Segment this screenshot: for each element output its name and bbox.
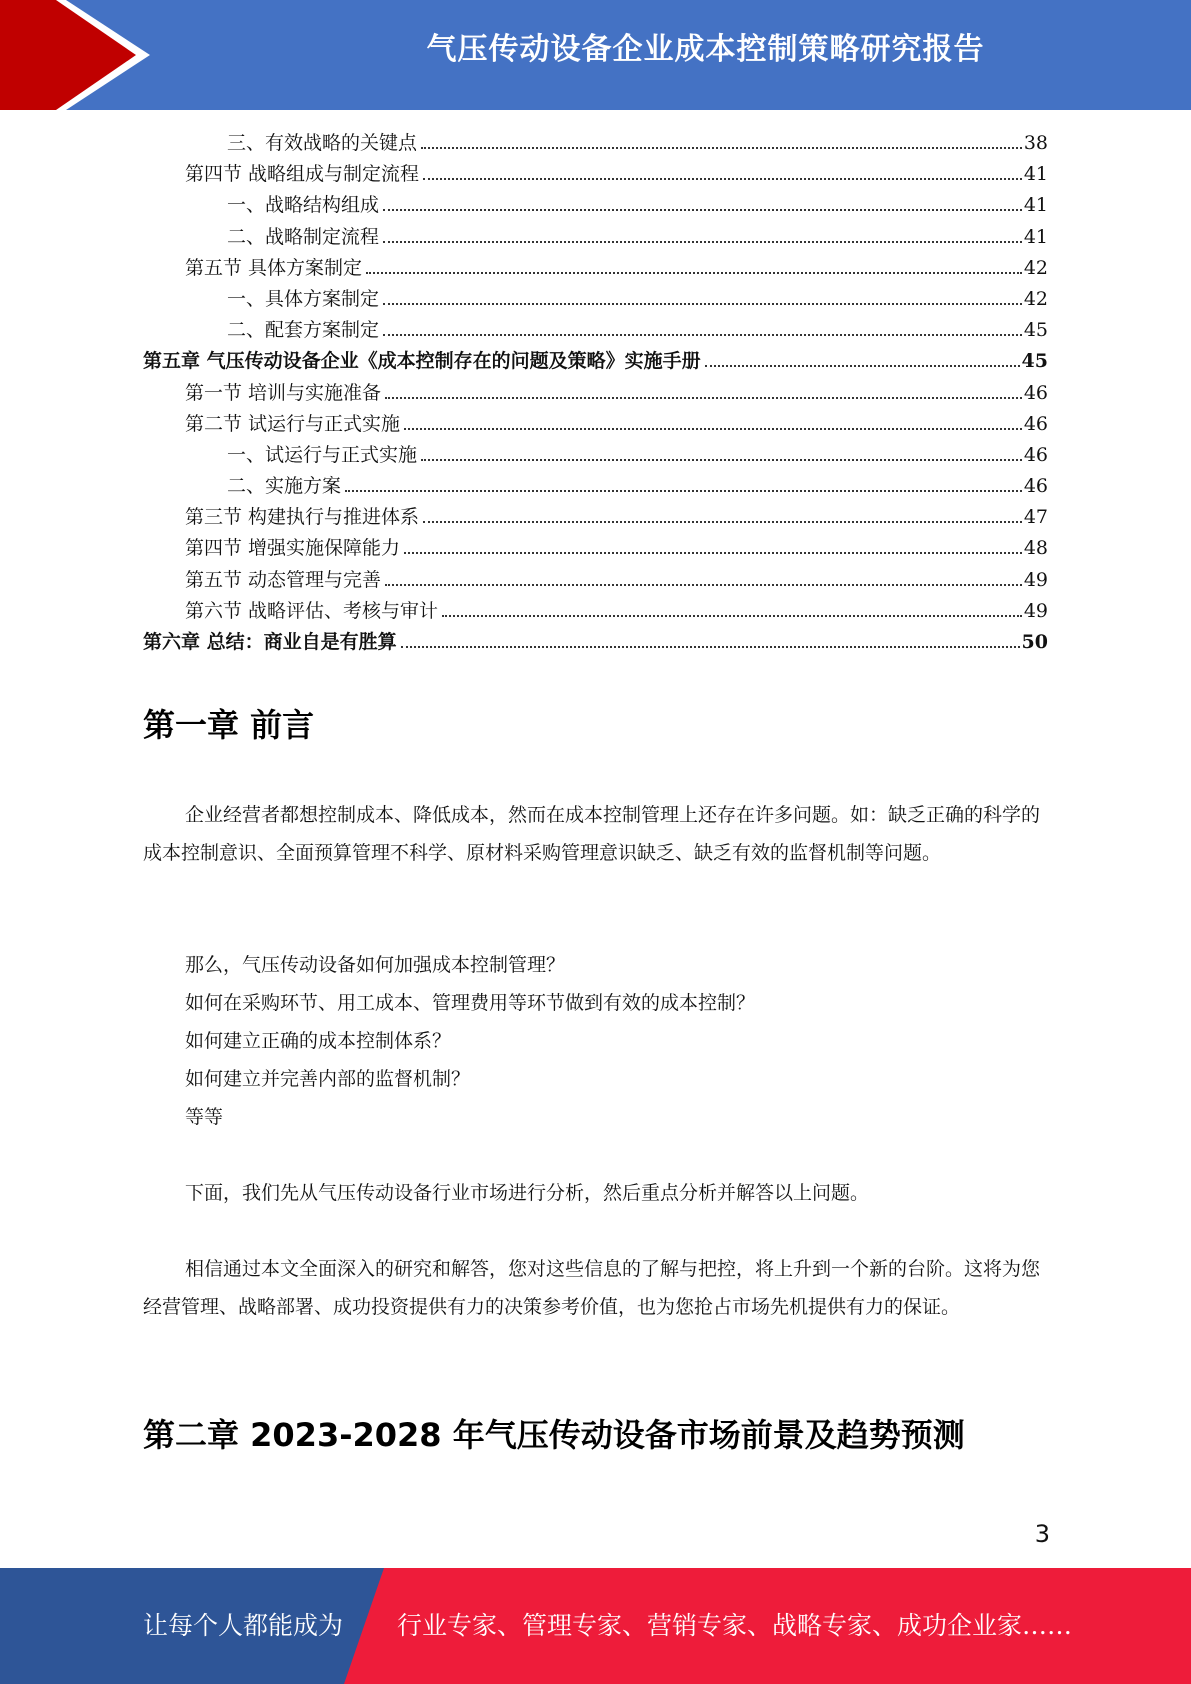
toc-entry-title: 第三节 构建执行与推进体系 xyxy=(185,506,420,529)
toc-leader-dots xyxy=(423,521,1022,523)
question-item: 那么，气压传动设备如何加强成本控制管理？ xyxy=(185,954,566,976)
toc-leader-dots xyxy=(404,552,1022,554)
toc-entry-title: 二、实施方案 xyxy=(227,475,342,498)
toc-leader-dots xyxy=(705,365,1020,367)
chapter-2-heading: 第二章 2023-2028 年气压传动设备市场前景及趋势预测 xyxy=(143,1416,965,1454)
toc-entry-page: 50 xyxy=(1021,631,1048,653)
footer-slogan-left: 让每个人都能成为 xyxy=(143,1611,344,1640)
toc-leader-dots xyxy=(442,615,1022,617)
toc-leader-dots xyxy=(383,334,1022,336)
toc-leader-dots xyxy=(366,272,1022,274)
toc-entry[interactable] xyxy=(143,346,1048,377)
toc-entry[interactable] xyxy=(143,378,1048,409)
toc-entry-title: 第六节 战略评估、考核与审计 xyxy=(185,599,439,622)
toc-entry-title: 第五节 具体方案制定 xyxy=(185,256,363,279)
toc-leader-dots xyxy=(385,397,1022,399)
toc-entry-page: 41 xyxy=(1023,194,1048,217)
toc-entry[interactable] xyxy=(143,533,1048,564)
toc-entry-title: 一、战略结构组成 xyxy=(227,194,380,217)
question-item: 如何在采购环节、用工成本、管理费用等环节做到有效的成本控制？ xyxy=(185,992,756,1014)
toc-entry-page: 38 xyxy=(1023,132,1048,154)
toc-leader-dots xyxy=(345,490,1022,492)
toc-entry-page: 46 xyxy=(1023,475,1048,498)
toc-entry-title: 第六章 总结：商业自是有胜算 xyxy=(143,631,397,653)
toc-leader-dots xyxy=(383,209,1022,211)
toc-entry[interactable] xyxy=(143,471,1048,502)
toc-entry-page: 48 xyxy=(1023,537,1048,560)
question-item: 如何建立并完善内部的监督机制？ xyxy=(185,1068,471,1090)
toc-leader-dots xyxy=(423,178,1022,180)
toc-entry[interactable] xyxy=(143,253,1048,284)
toc-entry-page: 45 xyxy=(1023,319,1048,342)
toc-entry-page: 47 xyxy=(1023,506,1048,529)
toc-leader-dots xyxy=(385,584,1022,586)
toc-leader-dots xyxy=(421,147,1022,149)
header-title: 气压传动设备企业成本控制策略研究报告 xyxy=(426,32,985,67)
question-item: 如何建立正确的成本控制体系？ xyxy=(185,1030,452,1052)
toc-entry-page: 49 xyxy=(1023,568,1048,591)
toc-entry[interactable] xyxy=(143,190,1048,221)
table-of-contents xyxy=(143,128,1048,658)
footer-slogan-right: 行业专家、管理专家、营销专家、战略专家、成功企业家…… xyxy=(397,1611,1073,1640)
toc-entry-title: 第五节 动态管理与完善 xyxy=(185,568,382,591)
footer-banner xyxy=(0,1568,1191,1684)
toc-entry[interactable] xyxy=(143,596,1048,627)
toc-leader-dots xyxy=(404,428,1022,430)
toc-leader-dots xyxy=(421,459,1022,461)
toc-entry[interactable] xyxy=(143,159,1048,190)
toc-leader-dots xyxy=(383,241,1022,243)
toc-leader-dots xyxy=(383,303,1022,305)
toc-entry-title: 第四节 增强实施保障能力 xyxy=(185,537,401,560)
toc-entry[interactable] xyxy=(143,315,1048,346)
toc-entry-title: 第五章 气压传动设备企业《成本控制存在的问题及策略》实施手册 xyxy=(143,350,701,373)
toc-entry-title: 一、试运行与正式实施 xyxy=(227,443,418,466)
toc-entry-title: 二、战略制定流程 xyxy=(227,225,380,248)
toc-leader-dots xyxy=(401,646,1020,648)
conclusion-paragraph: 相信通过本文全面深入的研究和解答，您对这些信息的了解与把控，将上升到一个新的台阶。这将为您经营管理、战略部署、成功投资提供有力的决策参考价值，也为您抢占市场先机提供有力的保证。 xyxy=(143,1258,1041,1318)
toc-entry-title: 第一节 培训与实施准备 xyxy=(185,381,382,404)
toc-entry-page: 46 xyxy=(1023,412,1048,435)
analysis-paragraph: 下面，我们先从气压传动设备行业市场进行分析，然后重点分析并解答以上问题。 xyxy=(185,1182,870,1204)
chapter-1-heading: 第一章 前言 xyxy=(143,706,315,744)
toc-entry-title: 第二节 试运行与正式实施 xyxy=(185,412,401,435)
toc-entry[interactable] xyxy=(143,128,1048,159)
toc-entry-page: 41 xyxy=(1023,163,1048,186)
toc-entry[interactable] xyxy=(143,284,1048,315)
toc-entry-page: 46 xyxy=(1023,381,1048,404)
toc-entry-title: 一、具体方案制定 xyxy=(227,287,380,310)
toc-entry-page: 49 xyxy=(1023,599,1048,622)
toc-entry-page: 42 xyxy=(1023,287,1048,310)
toc-entry-page: 42 xyxy=(1023,256,1048,279)
page-number: 3 xyxy=(1034,1520,1050,1548)
toc-entry-title: 二、配套方案制定 xyxy=(227,319,380,342)
toc-entry[interactable] xyxy=(143,502,1048,533)
toc-entry[interactable] xyxy=(143,565,1048,596)
question-item: 等等 xyxy=(185,1106,224,1128)
intro-paragraph: 企业经营者都想控制成本、降低成本，然而在成本控制管理上还存在许多问题。如：缺乏正确的科学的成本控制意识、全面预算管理不科学、原材料采购管理意识缺乏、缺乏有效的监督机制等问题。 xyxy=(143,804,1041,864)
toc-entry-page: 41 xyxy=(1023,225,1048,248)
toc-entry[interactable] xyxy=(143,409,1048,440)
toc-entry-title: 三、有效战略的关键点 xyxy=(227,132,418,154)
toc-entry[interactable] xyxy=(143,627,1048,658)
toc-entry[interactable] xyxy=(143,222,1048,253)
header-banner xyxy=(0,0,1191,110)
toc-entry[interactable] xyxy=(143,440,1048,471)
toc-entry-title: 第四节 战略组成与制定流程 xyxy=(185,163,420,186)
toc-entry-page: 45 xyxy=(1021,350,1048,373)
toc-entry-page: 46 xyxy=(1023,443,1048,466)
